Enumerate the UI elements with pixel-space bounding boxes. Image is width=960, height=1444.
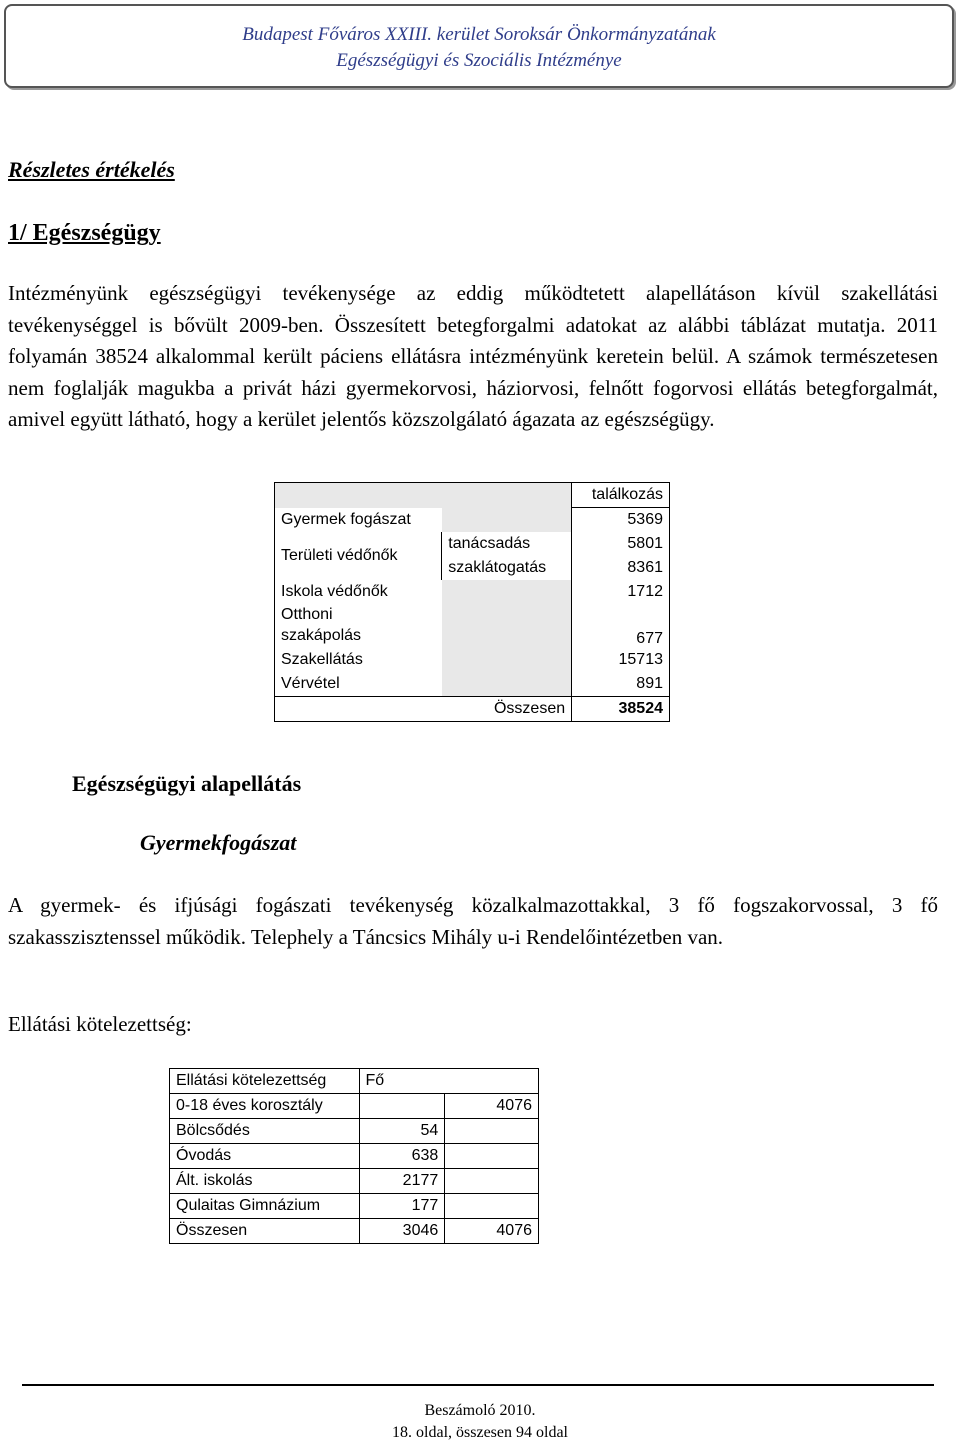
row-value: 54 bbox=[359, 1119, 445, 1144]
heading-detailed-evaluation: Részletes értékelés bbox=[8, 157, 175, 182]
table-cell bbox=[442, 604, 572, 648]
table-row bbox=[170, 1169, 539, 1194]
table-header-meetings: találkozás bbox=[572, 483, 670, 508]
intro-paragraph: Intézményünk egészségügyi tevékenysége az eddig működtetett alapellátáson kívül szakellátási tevékenységgel is bővült 2009-ben. Összesített betegforgalmi adatokat az alábbi táblázat mutatja. 2011 folyamán 38524 alkalommal került páciens ellátásra intézményünk keretein belül. A számok természetesen nem foglalják magukba a privát házi gyermekorvosi, háziorvosi, felnőtt fogorvosi ellátás betegforgalmát, amivel együtt látható, hogy a kerület jelentős közszolgálató ágazata az egészségügy. bbox=[8, 281, 938, 431]
row-label: Ált. iskolás bbox=[170, 1169, 360, 1194]
table-row bbox=[170, 1219, 539, 1244]
row-value bbox=[359, 1094, 445, 1119]
row-value bbox=[445, 1169, 539, 1194]
row-label: Bölcsődés bbox=[170, 1119, 360, 1144]
header-box bbox=[4, 4, 954, 88]
footer-line-1: Beszámoló 2010. bbox=[424, 1402, 536, 1419]
row-value bbox=[445, 1119, 539, 1144]
row-value: 8361 bbox=[572, 556, 670, 580]
patient-traffic-table bbox=[274, 482, 670, 722]
table-row bbox=[170, 1194, 539, 1219]
row-label: Területi védőnők bbox=[275, 532, 442, 580]
subheading-pediatric-dentistry: Gyermekfogászat bbox=[140, 830, 297, 855]
row-value: 15713 bbox=[572, 648, 670, 672]
subheading-primary-care: Egészségügyi alapellátás bbox=[72, 771, 302, 796]
row-label: szakápolás bbox=[275, 624, 442, 648]
heading-section-health: 1/ Egészségügy bbox=[8, 220, 161, 246]
dental-paragraph: A gyermek- és ifjúsági fogászati tevékenység közalkalmazottakkal, 3 fő fogszakorvossal, 3 fő szakasszisztenssel működik. Telephely a Táncsics Mihály u-i Rendelőintézetben van. bbox=[8, 893, 938, 949]
row-label: Vérvétel bbox=[275, 672, 442, 697]
row-label: Szakellátás bbox=[275, 648, 442, 672]
obligation-table bbox=[169, 1068, 539, 1244]
table-cell bbox=[442, 580, 572, 604]
table-cell bbox=[445, 1069, 539, 1094]
row-label: Gyermek fogászat bbox=[275, 508, 442, 533]
row-value: 1712 bbox=[572, 580, 670, 604]
row-label: Qulaitas Gimnázium bbox=[170, 1194, 360, 1219]
row-value: 5369 bbox=[572, 508, 670, 533]
table-header-cell: Fő bbox=[359, 1069, 445, 1094]
table-header-cell: Ellátási kötelezettség bbox=[170, 1069, 360, 1094]
footer-page-number: 18. oldal, összesen 94 oldal bbox=[392, 1424, 568, 1441]
row-sublabel: szaklátogatás bbox=[442, 556, 572, 580]
table-cell bbox=[442, 508, 572, 533]
row-value: 2177 bbox=[359, 1169, 445, 1194]
row-value: 677 bbox=[572, 604, 670, 648]
row-sublabel: tanácsadás bbox=[442, 532, 572, 556]
row-value bbox=[445, 1194, 539, 1219]
row-value: 5801 bbox=[572, 532, 670, 556]
table-cell bbox=[275, 483, 442, 508]
table-cell bbox=[442, 483, 572, 508]
row-value bbox=[445, 1144, 539, 1169]
row-value: 3046 bbox=[359, 1219, 445, 1244]
row-label: Óvodás bbox=[170, 1144, 360, 1169]
row-label: Összesen bbox=[170, 1219, 360, 1244]
row-value: 891 bbox=[572, 672, 670, 697]
table-cell bbox=[442, 648, 572, 672]
obligation-label: Ellátási kötelezettség: bbox=[8, 1012, 192, 1036]
table-row bbox=[170, 1094, 539, 1119]
footer-divider bbox=[22, 1384, 934, 1386]
row-label: Otthoni bbox=[275, 604, 442, 624]
table-cell bbox=[442, 672, 572, 697]
header-line-2: Egészségügyi és Szociális Intézménye bbox=[336, 50, 622, 71]
row-label: Iskola védőnők bbox=[275, 580, 442, 604]
row-value: 4076 bbox=[445, 1219, 539, 1244]
row-label: 0-18 éves korosztály bbox=[170, 1094, 360, 1119]
total-value: 38524 bbox=[572, 697, 670, 722]
row-value: 638 bbox=[359, 1144, 445, 1169]
table-row bbox=[170, 1144, 539, 1169]
total-label: Összesen bbox=[275, 697, 572, 722]
row-value: 177 bbox=[359, 1194, 445, 1219]
header-line-1: Budapest Főváros XXIII. kerület Soroksár Önkormányzatának bbox=[242, 24, 716, 45]
row-value: 4076 bbox=[445, 1094, 539, 1119]
table-row bbox=[170, 1119, 539, 1144]
